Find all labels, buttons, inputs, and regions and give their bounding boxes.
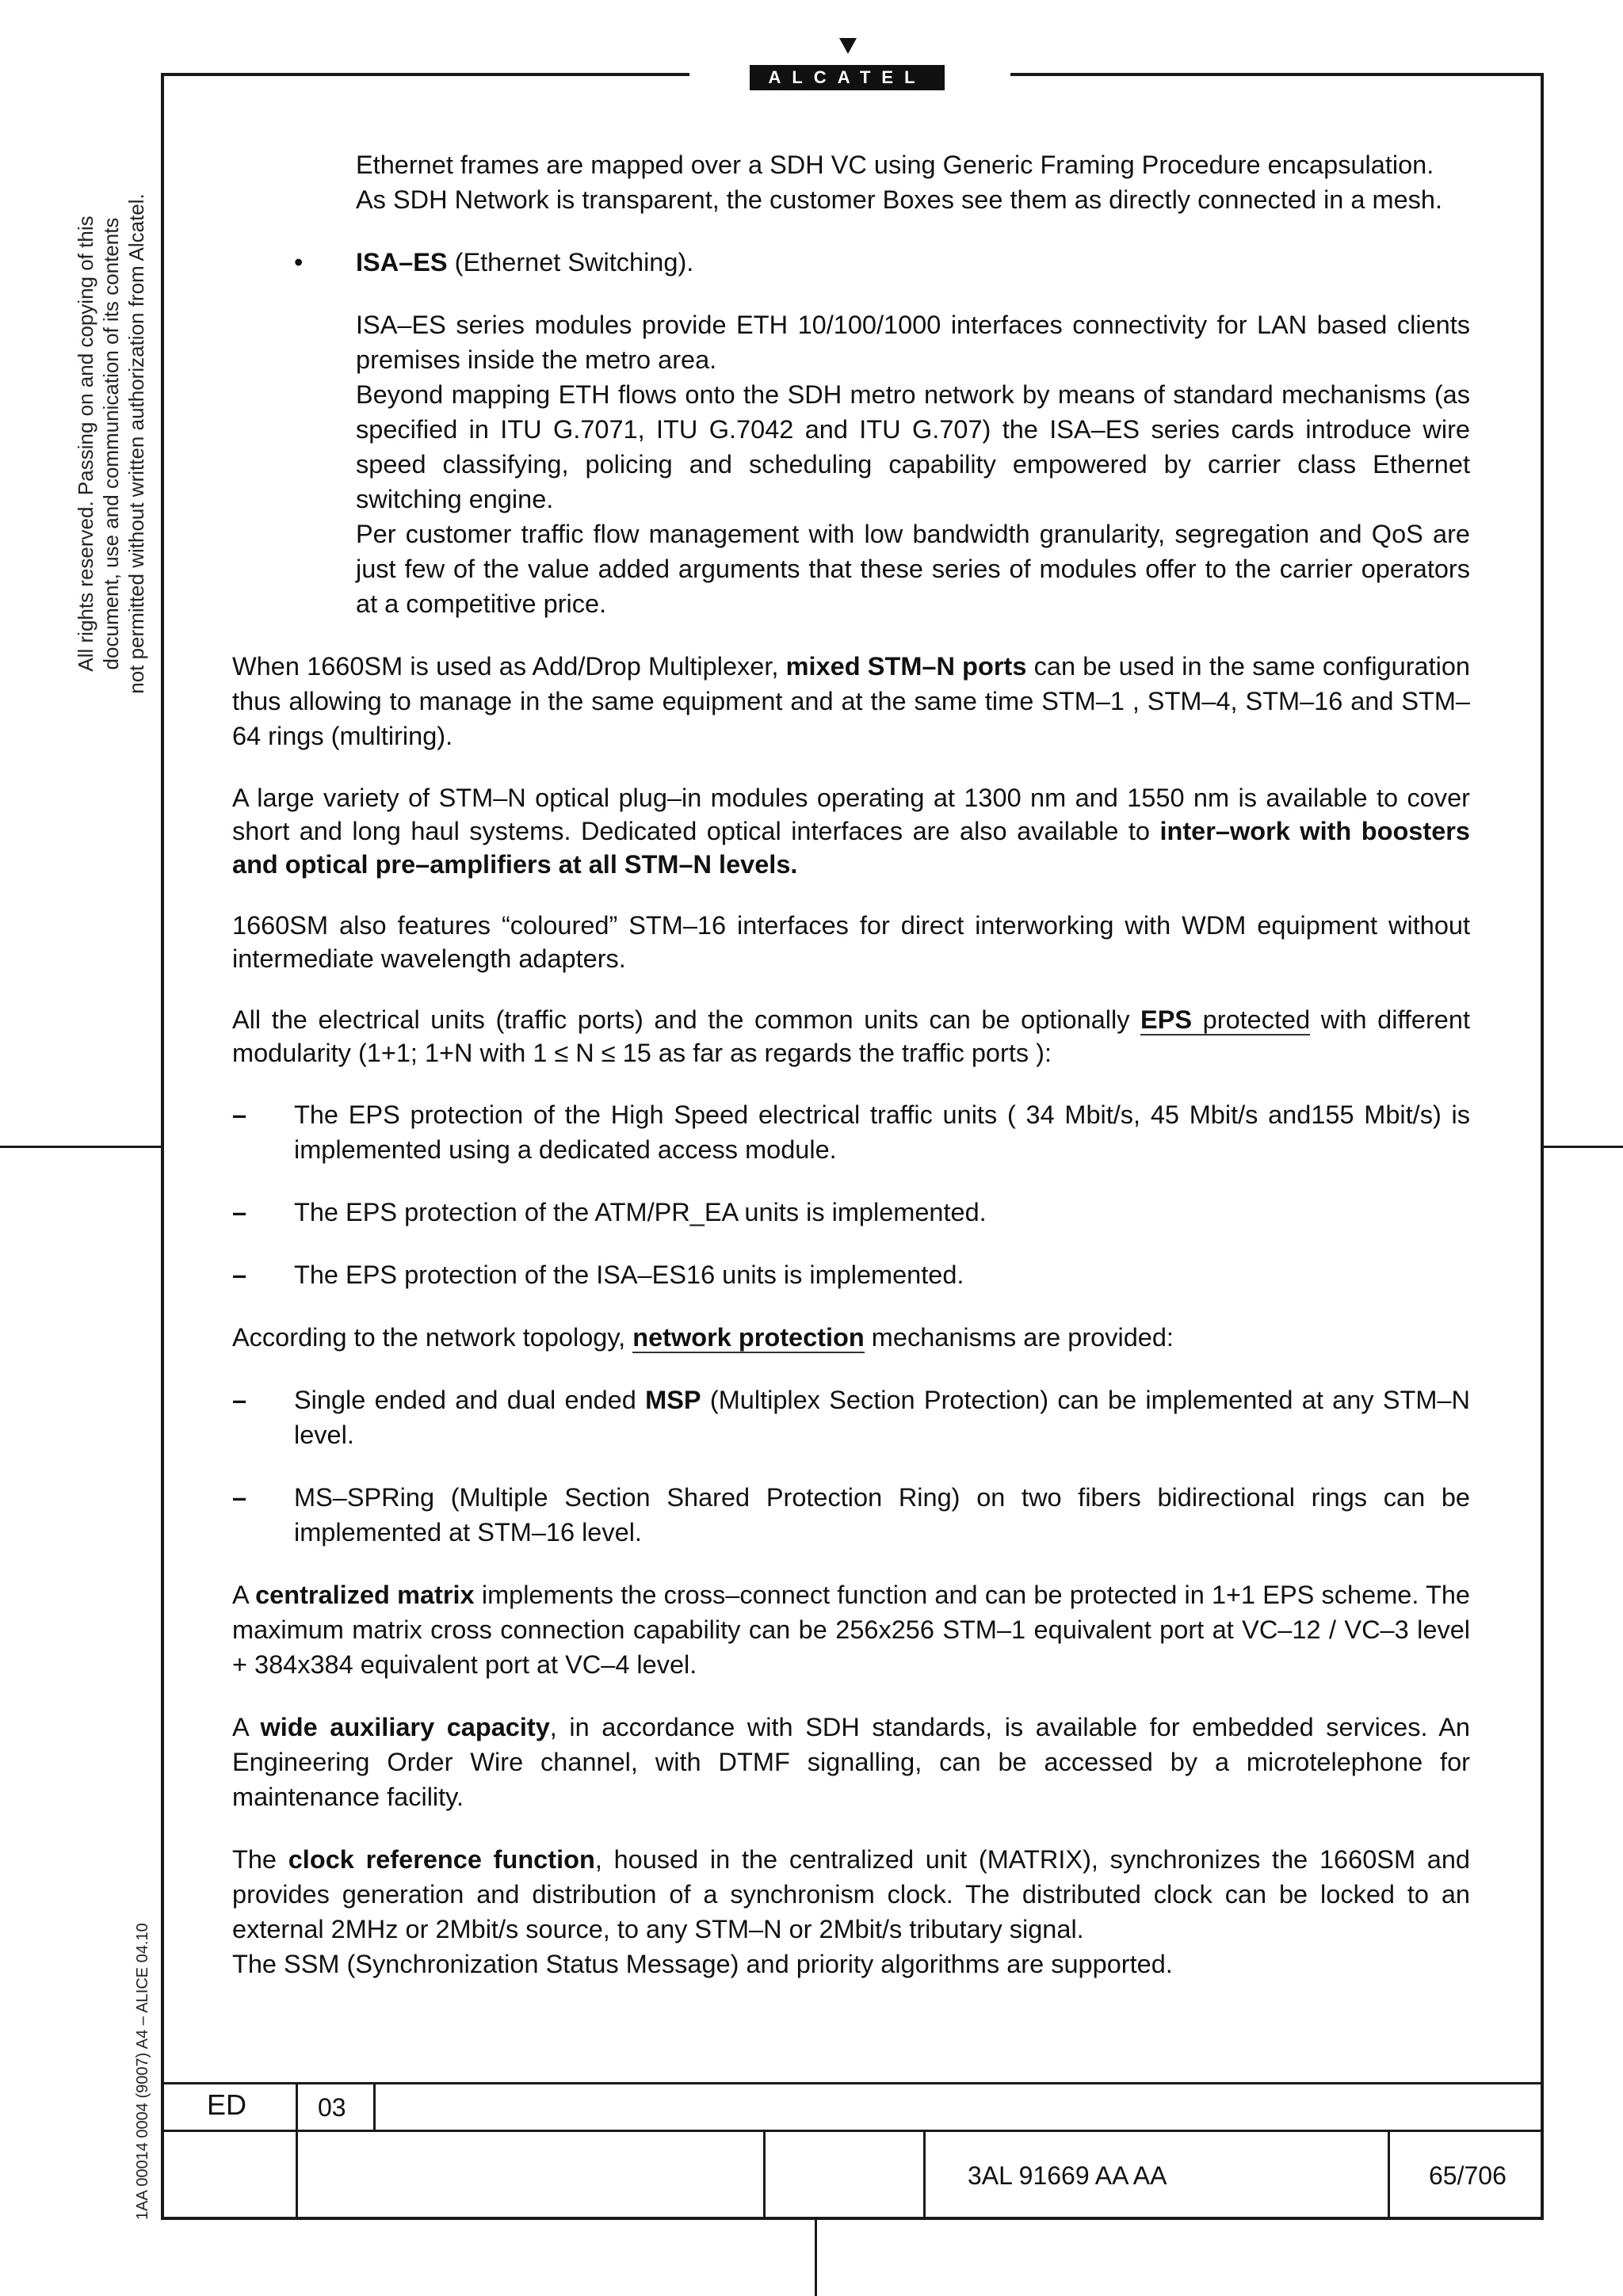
form-reference: 1AA 00014 0004 (9007) A4 – ALICE 04.10 bbox=[134, 1923, 151, 2220]
text-run: According to the network topology, bbox=[232, 1323, 633, 1352]
gfp-line-2: As SDH Network is transparent, the customer Boxes see them as directly connected in a mesh. bbox=[356, 185, 1443, 214]
isa-es-bullet bbox=[232, 245, 1470, 280]
eps-paragraph bbox=[232, 1003, 1470, 1070]
title-block-divider bbox=[1388, 2130, 1390, 2220]
network-protection-paragraph bbox=[232, 1320, 1470, 1355]
list-item-text: MS–SPRing (Multiple Section Shared Protection Ring) on two fibers bidirectional rings can be implemented at STM–16 level. bbox=[294, 1483, 1470, 1547]
title-block-top-rule bbox=[161, 2082, 1544, 2084]
bold-run: wide auxiliary capacity bbox=[260, 1713, 550, 1741]
edition-label: ED bbox=[207, 2088, 247, 2121]
title-block-divider bbox=[373, 2082, 376, 2130]
gfp-paragraph bbox=[232, 147, 1470, 217]
page-number: 65/706 bbox=[1429, 2161, 1507, 2190]
isa-es-text-2: Beyond mapping ETH flows onto the SDH metro network by means of standard mechanisms (as specified in ITU G.7071, ITU G.7042 and ITU G.707) the ISA–ES series cards introduce wire speed classifying, policing and scheduling capability empowered by carrier class Ethernet switching engine. bbox=[356, 380, 1470, 513]
logo-text: ALCATEL bbox=[750, 65, 945, 90]
dash-mark: – bbox=[232, 1100, 247, 1129]
text-run: A large variety of STM–N optical plug–in modules operating at 1300 nm and 1550 nm is available to cover short and long haul systems. Dedicated optical interfaces are also available to bbox=[232, 784, 1470, 845]
text-run: , housed in the centralized unit (MATRIX), synchronizes the 1660SM and provides generation and distribution of a synchronism clock. The distributed clock can be locked to an external 2MHz or 2Mbit/s source, to any STM–N or 2Mbit/s tributary signal. bbox=[232, 1845, 1470, 1943]
text-run: can be used in the same configuration thus allowing to manage in the same equipment and at the same time STM–1 , STM–4, STM–16 and STM–64 rings (multiring). bbox=[232, 652, 1471, 750]
isa-es-subtitle: (Ethernet Switching). bbox=[447, 248, 694, 277]
eps-list-item-3 bbox=[232, 1257, 1470, 1292]
rights-notice bbox=[73, 87, 149, 800]
text-run: A bbox=[232, 1581, 256, 1609]
text-run: All the electrical units (traffic ports) and the common units can be optionally bbox=[232, 1005, 1141, 1034]
bold-run: inter–work with boosters and optical pre–amplifiers at all STM–N levels. bbox=[232, 817, 1470, 879]
matrix-paragraph bbox=[232, 1577, 1470, 1682]
isa-es-text-1: ISA–ES series modules provide ETH 10/100/1000 interfaces connectivity for LAN based clients premises inside the metro area. bbox=[356, 311, 1470, 374]
edition-number: 03 bbox=[318, 2093, 346, 2122]
text-run: The bbox=[232, 1845, 288, 1874]
dash-mark: – bbox=[232, 1386, 247, 1414]
dash-mark: – bbox=[232, 1483, 247, 1512]
eps-list-item-1 bbox=[232, 1097, 1470, 1167]
page-body bbox=[232, 147, 1470, 1981]
text-run: Single ended and dual ended bbox=[294, 1386, 646, 1414]
fold-mark-left bbox=[0, 1146, 161, 1148]
rights-line-2: document, use and communication of its contents bbox=[99, 217, 123, 670]
isa-es-title: ISA–ES bbox=[356, 248, 448, 277]
rights-line-1: All rights reserved. Passing on and copying of this bbox=[74, 215, 97, 672]
document-code: 3AL 91669 AA AA bbox=[968, 2161, 1167, 2190]
list-item-text: The EPS protection of the ATM/PR_EA units is implemented. bbox=[294, 1198, 987, 1226]
adm-paragraph bbox=[232, 649, 1470, 753]
title-block-middle-rule bbox=[161, 2130, 1544, 2132]
dash-mark: – bbox=[232, 1261, 247, 1289]
bullet-dot: • bbox=[294, 248, 304, 277]
title-block-divider bbox=[923, 2130, 926, 2220]
text-run: When 1660SM is used as Add/Drop Multiplexer, bbox=[232, 652, 786, 681]
text-run: , in accordance with SDH standards, is available for embedded services. An Engineering Order Wire channel, with DTMF signalling, can be accessed by a microtelephone for maintenance facility. bbox=[232, 1713, 1470, 1811]
bold-run: mixed STM–N ports bbox=[785, 652, 1027, 681]
text-run: (Multiplex Section Protection) can be implemented at any STM–N level. bbox=[294, 1386, 1470, 1449]
isa-es-description bbox=[232, 307, 1470, 621]
bold-run: network protection bbox=[632, 1323, 865, 1352]
gfp-line-1: Ethernet frames are mapped over a SDH VC using Generic Framing Procedure encapsulation. bbox=[356, 151, 1434, 179]
optical-paragraph bbox=[232, 781, 1470, 881]
text-run: A bbox=[232, 1713, 261, 1741]
msspring-list-item bbox=[232, 1480, 1470, 1550]
alcatel-logo bbox=[750, 38, 945, 93]
ssm-line: The SSM (Synchronization Status Message) and priority algorithms are supported. bbox=[232, 1950, 1173, 1978]
text-run: mechanisms are provided: bbox=[864, 1323, 1174, 1352]
frame-left-rule bbox=[161, 73, 164, 2220]
bold-run: clock reference function bbox=[288, 1845, 595, 1874]
eps-underlined bbox=[1140, 1005, 1310, 1035]
frame-top-right-rule bbox=[1010, 73, 1544, 76]
fold-mark-right bbox=[1544, 1146, 1623, 1148]
coloured-paragraph: 1660SM also features “coloured” STM–16 interfaces for direct interworking with WDM equipment without intermediate wavelength adapters. bbox=[232, 911, 1470, 973]
fold-mark-bottom bbox=[815, 2220, 817, 2296]
list-item-text: The EPS protection of the High Speed electrical traffic units ( 34 Mbit/s, 45 Mbit/s and155 Mbit/s) is implemented using a dedicated access module. bbox=[294, 1100, 1470, 1164]
text-run: implements the cross–connect function and can be protected in 1+1 EPS scheme. The maximum matrix cross connection capability can be 256x256 STM–1 equivalent port at VC–12 / VC–3 level + 384x384 equivalent port at VC–4 level. bbox=[232, 1581, 1470, 1679]
dash-mark: – bbox=[232, 1198, 247, 1226]
frame-top-left-rule bbox=[161, 73, 689, 76]
auxiliary-paragraph bbox=[232, 1710, 1470, 1814]
bold-run: MSP bbox=[645, 1386, 701, 1414]
clock-paragraph bbox=[232, 1842, 1470, 1981]
logo-triangle-icon bbox=[839, 38, 857, 54]
text-run: protected bbox=[1192, 1005, 1311, 1034]
bold-run: EPS bbox=[1140, 1005, 1193, 1034]
text-run: with different modularity (1+1; 1+N with 1 ≤ N ≤ 15 as far as regards the traffic ports ): bbox=[232, 1005, 1470, 1067]
isa-es-text-3: Per customer traffic flow management with low bandwidth granularity, segregation and QoS are just few of the value added arguments that these series of modules offer to the carrier operators at a competitive price. bbox=[356, 520, 1470, 618]
list-item-text: The EPS protection of the ISA–ES16 units is implemented. bbox=[294, 1261, 964, 1289]
title-block-divider bbox=[296, 2082, 298, 2220]
eps-list-item-2 bbox=[232, 1195, 1470, 1230]
title-block bbox=[161, 2082, 1544, 2220]
rights-line-3: not permitted without written authorization from Alcatel. bbox=[124, 193, 148, 694]
bold-run: centralized matrix bbox=[255, 1581, 475, 1609]
title-block-divider bbox=[763, 2130, 766, 2220]
msp-list-item bbox=[232, 1383, 1470, 1452]
